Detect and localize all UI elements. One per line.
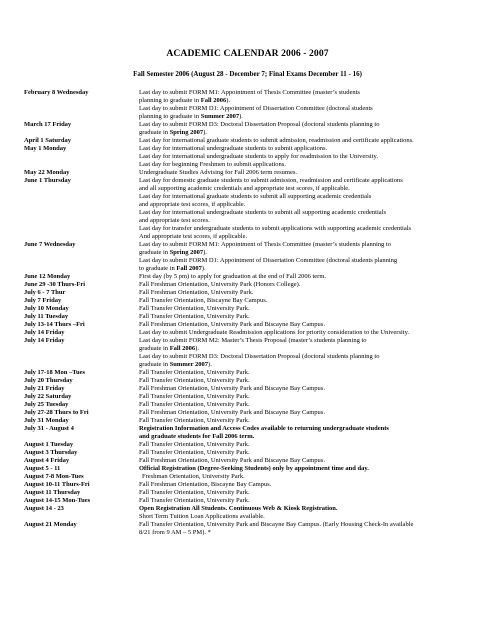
entry-date: July 14 Friday <box>24 337 65 344</box>
entry-date: June 1 Thursday <box>24 177 71 184</box>
entry-line: Official Registration (Degree-Seeking Students) only by appointment time and day. <box>139 465 369 472</box>
entry-description <box>139 241 486 273</box>
calendar-entry <box>24 305 486 313</box>
entry-line: Fall Transfer Orientation, University Park. <box>139 393 250 400</box>
entry-line: Last day for international undergraduate students to submit applications. <box>139 145 328 152</box>
entry-description <box>139 521 486 537</box>
calendar-entry <box>24 329 486 337</box>
entry-line: Fall Freshman Orientation, University Park. <box>139 289 254 296</box>
entry-date: June 12 Monday <box>24 273 71 280</box>
entry-line: Fall Transfer Orientation, University Park. <box>139 449 250 456</box>
calendar-entry <box>24 385 486 393</box>
entry-description <box>139 137 486 145</box>
entry-line: Last day for international graduate students to submit all supporting academic credentials <box>139 193 372 200</box>
entry-line: Last day to submit FORM D3: Doctoral Dissertation Proposal (doctoral students planning to <box>139 353 380 360</box>
calendar-entries <box>24 89 486 537</box>
calendar-entry <box>24 449 486 457</box>
entry-date: July 21 Friday <box>24 385 65 392</box>
entry-date: July 27-28 Thurs to Fri <box>24 409 89 416</box>
entry-date: July 25 Tuesday <box>24 401 69 408</box>
entry-line: Fall Freshman Orientation, University Park (Honors College). <box>139 281 301 288</box>
entry-description <box>139 449 486 457</box>
entry-date: July 31 Monday <box>24 417 69 424</box>
entry-line: graduate in Summer 2007). <box>139 361 212 368</box>
entry-line: Fall Transfer Orientation, University Park. <box>139 401 250 408</box>
entry-line: Open Registration All Students. Continuous Web & Kiosk Registration. <box>139 505 338 512</box>
entry-description <box>139 281 486 289</box>
calendar-entry <box>24 297 486 305</box>
entry-description <box>139 273 486 281</box>
entry-description <box>139 177 486 241</box>
entry-description <box>139 305 486 313</box>
entry-description <box>139 337 486 369</box>
calendar-entry <box>24 489 486 497</box>
entry-description <box>139 321 486 329</box>
entry-description <box>139 465 486 473</box>
entry-date: March 17 Friday <box>24 121 72 128</box>
calendar-entry <box>24 473 486 481</box>
entry-description <box>139 505 486 521</box>
entry-description <box>139 369 486 377</box>
calendar-entry <box>24 137 486 145</box>
entry-line: Fall Transfer Orientation, University Park. <box>139 377 250 384</box>
entry-description <box>139 441 486 449</box>
entry-description <box>139 121 486 137</box>
entry-line: and all supporting academic credentials and appropriate test scores, if applicable. <box>139 185 350 192</box>
calendar-entry <box>24 321 486 329</box>
entry-description <box>139 313 486 321</box>
entry-line: Last day for beginning Freshmen to submit applications. <box>139 161 286 168</box>
entry-date: August 7-8 Mon-Tues <box>24 473 84 480</box>
entry-date: August 14 - 23 <box>24 505 64 512</box>
calendar-entry <box>24 289 486 297</box>
entry-line: Fall Freshman Orientation, Biscayne Bay Campus. <box>139 481 272 488</box>
calendar-entry <box>24 169 486 177</box>
entry-line: and appropriate test scores, if applicable. <box>139 201 246 208</box>
calendar-entry <box>24 145 486 169</box>
entry-line: Fall Freshman Orientation, University Park and Biscayne Bay Campus. <box>139 409 325 416</box>
entry-date: August 21 Monday <box>24 521 77 528</box>
entry-description <box>139 289 486 297</box>
entry-line: Fall Freshman Orientation, University Park and Biscayne Bay Campus. <box>139 385 325 392</box>
entry-description <box>139 417 486 425</box>
entry-line: Fall Transfer Orientation, University Park. <box>139 313 250 320</box>
calendar-entry <box>24 337 486 369</box>
entry-description <box>139 457 486 465</box>
entry-date: August 4 Friday <box>24 457 70 464</box>
calendar-entry <box>24 313 486 321</box>
entry-line: Fall Transfer Orientation, University Park. <box>139 441 250 448</box>
entry-line: And appropriate test scores, if applicable. <box>139 233 248 240</box>
entry-line: 8/21 from 9 AM – 5 PM). * <box>139 529 211 536</box>
entry-date: July 31 - August 4 <box>24 425 74 432</box>
entry-line: graduate in Spring 2007). <box>139 129 207 136</box>
entry-line: and graduate students for Fall 2006 term. <box>139 433 255 440</box>
entry-description <box>139 393 486 401</box>
calendar-entry <box>24 121 486 137</box>
entry-line: Last day to submit FORM M1: Appointment of Thesis Committee (master’s students <box>139 89 360 96</box>
entry-line: planning to graduate in Summer 2007). <box>139 113 243 120</box>
entry-line: graduate in Fall 2006). <box>139 345 199 352</box>
entry-date: July 14 Friday <box>24 329 65 336</box>
calendar-entry <box>24 177 486 241</box>
entry-line: Fall Transfer Orientation, University Park. <box>139 369 250 376</box>
calendar-entry <box>24 441 486 449</box>
calendar-entry <box>24 393 486 401</box>
entry-line: Fall Freshman Orientation, University Park and Biscayne Bay Campus. <box>139 321 325 328</box>
entry-date: August 10-11 Thurs-Fri <box>24 481 90 488</box>
entry-line: Fall Transfer Orientation, University Park. <box>139 489 250 496</box>
entry-line: Last day to submit FORM M2: Master’s Thesis Proposal (master’s students planning to <box>139 337 367 344</box>
entry-description <box>139 497 486 505</box>
entry-line: Last day to submit FORM D1: Appointment of Dissertation Committee (doctoral students planning <box>139 257 398 264</box>
calendar-entry <box>24 89 486 121</box>
entry-line: Fall Transfer Orientation, University Park. <box>139 497 250 504</box>
entry-date: July 10 Monday <box>24 305 69 312</box>
entry-description <box>139 409 486 417</box>
entry-date: August 14-15 Mon-Tues <box>24 497 91 504</box>
entry-description <box>139 377 486 385</box>
calendar-entry <box>24 481 486 489</box>
entry-line: Last day for international graduate students to submit admission, readmission and certificate applications. <box>139 137 414 144</box>
calendar-entry <box>24 465 486 473</box>
entry-line: graduate in Spring 2007). <box>139 249 207 256</box>
calendar-entry <box>24 409 486 417</box>
entry-line: Last day to submit FORM D3: Doctoral Dissertation Proposal (doctoral students planning to <box>139 121 380 128</box>
entry-line: Last day for international undergraduate students to apply for readmission to the University. <box>139 153 378 160</box>
entry-description <box>139 481 486 489</box>
entry-date: June 7 Wednesday <box>24 241 76 248</box>
calendar-entry <box>24 241 486 273</box>
entry-line: Fall Freshman Orientation, University Park and Biscayne Bay Campus. <box>139 457 325 464</box>
entry-date: July 20 Thursday <box>24 377 73 384</box>
entry-date: August 1 Tuesday <box>24 441 74 448</box>
entry-date: August 3 Thursday <box>24 449 78 456</box>
entry-line: to graduate in Fall 2007). <box>139 265 206 272</box>
calendar-entry <box>24 521 486 537</box>
calendar-entry <box>24 417 486 425</box>
entry-line: Last day to submit FORM M1: Appointment of Thesis Committee (master’s students planning to <box>139 241 391 248</box>
entry-line: and appropriate test scores. <box>139 217 210 224</box>
entry-line: Last day for domestic graduate students to submit admission, readmission and certificate applications <box>139 177 403 184</box>
calendar-entry <box>24 505 486 521</box>
entry-line: Registration Information and Access Codes available to returning undergraduate students <box>139 425 389 432</box>
entry-line: Last day for international undergraduate students to submit all supporting academic credentials <box>139 209 386 216</box>
entry-line: Last day to submit Undergraduate Readmission applications for priority consideration to the University. <box>139 329 410 336</box>
entry-date: July 22 Saturday <box>24 393 72 400</box>
calendar-entry <box>24 281 486 289</box>
entry-description <box>139 89 486 121</box>
calendar-entry <box>24 401 486 409</box>
entry-line: Short Term Tuition Loan Applications available. <box>139 513 265 520</box>
document-title: ACADEMIC CALENDAR 2006 - 2007 <box>166 48 329 59</box>
entry-line: Fall Transfer Orientation, University Park. <box>139 305 250 312</box>
entry-line: Undergraduate Studies Advising for Fall 2006 term resumes. <box>139 169 298 176</box>
calendar-entry <box>24 273 486 281</box>
entry-line: Fall Transfer Orientation, University Park. <box>139 417 250 424</box>
calendar-entry <box>24 497 486 505</box>
calendar-entry <box>24 457 486 465</box>
entry-date: July 11 Tuesday <box>24 313 69 320</box>
entry-line: Last day for transfer undergraduate students to submit applications with supporting academic credentials <box>139 225 412 232</box>
entry-description <box>139 385 486 393</box>
calendar-entry <box>24 369 486 377</box>
entry-date: February 8 Wednesday <box>24 89 89 96</box>
entry-description <box>139 297 486 305</box>
entry-line: Fall Transfer Orientation, Biscayne Bay Campus. <box>139 297 268 304</box>
calendar-entry <box>24 425 486 441</box>
entry-line: Freshman Orientation, University Park. <box>142 473 245 480</box>
entry-date: July 7 Friday <box>24 297 62 304</box>
entry-description <box>139 169 486 177</box>
entry-date: July 13-14 Thurs –Fri <box>24 321 85 328</box>
entry-line: First day (by 5 pm) to apply for graduation at the end of Fall 2006 term. <box>139 273 327 280</box>
entry-date: May 22 Monday <box>24 169 70 176</box>
entry-line: Last day to submit FORM D1: Appointment of Dissertation Committee (doctoral students <box>139 105 373 112</box>
entry-description <box>139 425 486 441</box>
calendar-entry <box>24 377 486 385</box>
entry-description <box>139 401 486 409</box>
entry-description <box>139 329 486 337</box>
entry-line: planning to graduate in Fall 2006). <box>139 97 230 104</box>
entry-description <box>139 489 486 497</box>
entry-description <box>139 473 486 481</box>
entry-date: June 29 -30 Thurs-Fri <box>24 281 86 288</box>
entry-date: May 1 Monday <box>24 145 67 152</box>
entry-date: July 17-18 Mon –Tues <box>24 369 85 376</box>
entry-description <box>139 145 486 169</box>
entry-date: April 1 Saturday <box>24 137 71 144</box>
entry-date: July 6 - 7 Thur <box>24 289 66 296</box>
entry-line: Fall Transfer Orientation, University Park and Biscayne Bay Campus. (Early Housing Check-In available <box>139 521 414 528</box>
entry-date: August 5 - 11 <box>24 465 61 472</box>
entry-date: August 11 Thursday <box>24 489 81 496</box>
document-subtitle: Fall Semester 2006 (August 28 - December 7; Final Exams December 11 - 16) <box>133 70 362 78</box>
